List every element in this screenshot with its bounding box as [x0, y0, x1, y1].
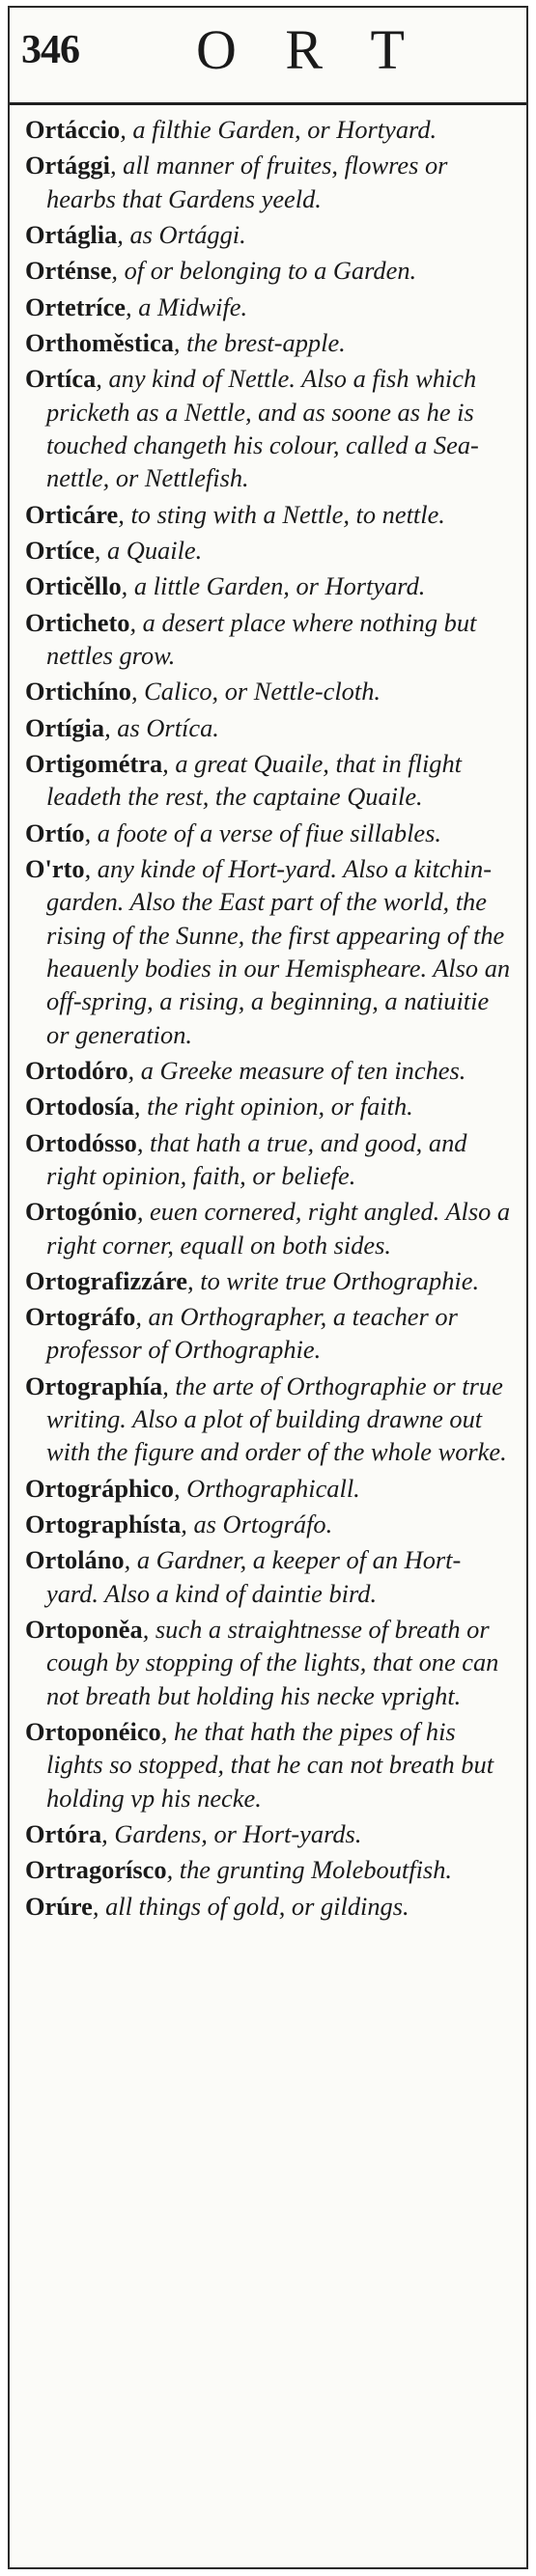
dictionary-entry: Ortodosía, the right opinion, or faith.: [25, 1092, 413, 1122]
headword: Ortóra: [25, 1819, 102, 1849]
definition: euen cornered, right angled. Also a right corner, equall on both sides.: [46, 1197, 511, 1260]
headword: Ortoponěa: [25, 1615, 143, 1645]
headword: Ortográphico: [25, 1473, 174, 1503]
dictionary-entry: Orticáre, to sting with a Nettle, to nettle.: [25, 499, 445, 529]
definition: the right opinion, or faith.: [147, 1092, 413, 1122]
headword: Ortáccio: [25, 115, 121, 144]
headword: Ortío: [25, 817, 85, 847]
definition: to write true Orthographie.: [200, 1265, 480, 1295]
dictionary-entry: Ortóra, Gardens, or Hort-yards.: [25, 1819, 362, 1849]
headword: Ortetríce: [25, 291, 127, 321]
definition: a Midwife.: [138, 291, 248, 321]
headword: O'rto: [25, 853, 85, 883]
headword: Ortogónio: [25, 1197, 137, 1227]
headword: Ortodósso: [25, 1127, 137, 1157]
definition: the grunting Moleboutfish.: [179, 1855, 452, 1885]
definition: a filthie Garden, or Hortyard.: [132, 115, 437, 144]
dictionary-entry: Ortogónio, euen cornered, right angled. Also a right corner, equall on both sides.: [25, 1197, 511, 1260]
dictionary-entry: Ortragorísco, the grunting Moleboutfish.: [25, 1855, 452, 1885]
dictionary-entry: Orténse, of or belonging to a Garden.: [25, 256, 417, 286]
headword: Ortíce: [25, 535, 95, 565]
definition: the arte of Orthographie or true writing. Also a plot of building drawne out with the figure and order of the whole worke.: [46, 1371, 507, 1467]
entry-list: [10, 105, 526, 1923]
definition: as Ortággi.: [129, 219, 246, 249]
definition: all things of gold, or gildings.: [105, 1891, 409, 1921]
definition: a great Quaile, that in flight leadeth the rest, the captaine Quaile.: [46, 748, 462, 812]
dictionary-entry: Orthoměstica, the brest-apple.: [25, 327, 346, 357]
definition: a desert place where nothing but nettles grow.: [46, 607, 477, 670]
definition: a Gardner, a keeper of an Hort-yard. Also a kind of daintie bird.: [46, 1545, 462, 1608]
headword: Orticheto: [25, 607, 130, 637]
headword: Ortodóro: [25, 1055, 128, 1085]
definition: a Greeke measure of ten inches.: [140, 1055, 466, 1085]
definition: he that hath the pipes of his lights so stopped, that he can not breath but holding vp his necke.: [46, 1717, 494, 1813]
dictionary-entry: Ortodósso, that hath a true, and good, and right opinion, faith, or beliefe.: [25, 1127, 467, 1190]
dictionary-entry: O'rto, any kinde of Hort-yard. Also a kitchin-garden. Also the East part of the world, the rising of the Sunne, the first appearing of the heauenly bodies in our Hemispheare. Also an off-spring, a rising, a beginning, a natiuitie or generation.: [25, 853, 511, 1049]
dictionary-entry: Ortáglia, as Ortággi.: [25, 219, 246, 249]
headword: Orténse: [25, 256, 112, 286]
definition: a foote of a verse of fiue sillables.: [97, 817, 441, 847]
dictionary-entry: Ortáccio, a filthie Garden, or Hortyard.: [25, 115, 437, 144]
headword: Ortragorísco: [25, 1855, 167, 1885]
headword: Ortigométra: [25, 748, 163, 778]
headword: Ortographía: [25, 1371, 163, 1400]
dictionary-entry: Ortígia, as Ortíca.: [25, 712, 219, 742]
dictionary-entry: Ortografizzáre, to write true Orthographie.: [25, 1265, 480, 1295]
definition: all manner of fruites, flowres or hearbs that Gardens yeeld.: [46, 151, 448, 213]
headword: Ortichíno: [25, 677, 131, 706]
headword: Ortággi: [25, 151, 110, 180]
dictionary-entry: Ortíca, any kind of Nettle. Also a fish which pricketh as a Nettle, and as soone as he is touched changeth his colour, called a Sea-nettle, or Nettlefish.: [25, 364, 479, 493]
dictionary-entry: Ortío, a foote of a verse of fiue sillables.: [25, 817, 441, 847]
headword: Orthoměstica: [25, 327, 174, 357]
headword: Ortographísta: [25, 1510, 182, 1539]
headword: Ortoláno: [25, 1545, 125, 1575]
page-header: [10, 8, 526, 105]
dictionary-entry: Orúre, all things of gold, or gildings.: [25, 1891, 409, 1921]
dictionary-entry: Ortoponěa, such a straightnesse of breath or cough by stopping of the lights, that one can not breath but holding his necke vpright.: [25, 1615, 499, 1710]
dictionary-entry: Ortográfo, an Orthographer, a teacher or professor of Orthographie.: [25, 1302, 458, 1365]
dictionary-entry: Orticheto, a desert place where nothing but nettles grow.: [25, 607, 477, 670]
headword: Ortodosía: [25, 1092, 134, 1122]
definition: of or belonging to a Garden.: [124, 256, 417, 286]
definition: an Orthographer, a teacher or professor of Orthographie.: [46, 1302, 458, 1365]
definition: as Ortográfo.: [193, 1510, 333, 1539]
definition: that hath a true, and good, and right opinion, faith, or beliefe.: [46, 1127, 467, 1190]
dictionary-entry: Ortoponéico, he that hath the pipes of his lights so stopped, that he can not breath but holding vp his necke.: [25, 1717, 494, 1813]
headword: Ortográfo: [25, 1302, 136, 1332]
dictionary-page: [8, 6, 528, 2569]
definition: to sting with a Nettle, to nettle.: [130, 499, 445, 529]
headword: Ortígia: [25, 712, 105, 742]
definition: Orthographicall.: [186, 1473, 360, 1503]
definition: a Quaile.: [107, 535, 203, 565]
definition: a little Garden, or Hortyard.: [133, 571, 426, 601]
dictionary-entry: Ortíce, a Quaile.: [25, 535, 203, 565]
definition: such a straightnesse of breath or cough by stopping of the lights, that one can not breath but holding his necke vpright.: [46, 1615, 499, 1710]
definition: any kinde of Hort-yard. Also a kitchin-garden. Also the East part of the world, the rising of the Sunne, the first appearing of the heauenly bodies in our Hemispheare. Also an off-spring, a rising, a beginning, a natiuitie or generation.: [46, 853, 511, 1049]
dictionary-entry: Ortographísta, as Ortográfo.: [25, 1510, 333, 1539]
headword: Ortoponéico: [25, 1717, 161, 1747]
dictionary-entry: Ortetríce, a Midwife.: [25, 291, 248, 321]
running-head: O R T: [196, 18, 422, 81]
dictionary-entry: Ortodóro, a Greeke measure of ten inches.: [25, 1055, 466, 1085]
dictionary-entry: Orticěllo, a little Garden, or Hortyard.: [25, 571, 426, 601]
page-number: 346: [21, 28, 79, 72]
headword: Ortografizzáre: [25, 1265, 188, 1295]
headword: Ortáglia: [25, 219, 118, 249]
dictionary-entry: Ortággi, all manner of fruites, flowres or hearbs that Gardens yeeld.: [25, 151, 448, 213]
definition: any kind of Nettle. Also a fish which pricketh as a Nettle, and as soone as he is touched changeth his colour, called a Sea-nettle, or Nettlefish.: [46, 364, 479, 493]
definition: Calico, or Nettle-cloth.: [144, 677, 381, 706]
definition: the brest-apple.: [186, 327, 346, 357]
headword: Orticěllo: [25, 571, 122, 601]
dictionary-entry: Ortoláno, a Gardner, a keeper of an Hort-yard. Also a kind of daintie bird.: [25, 1545, 462, 1608]
dictionary-entry: Ortographía, the arte of Orthographie or true writing. Also a plot of building drawne out with the figure and order of the whole worke.: [25, 1371, 507, 1467]
headword: Orúre: [25, 1891, 93, 1921]
definition: Gardens, or Hort-yards.: [114, 1819, 362, 1849]
dictionary-entry: Ortográphico, Orthographicall.: [25, 1473, 360, 1503]
dictionary-entry: Ortigométra, a great Quaile, that in flight leadeth the rest, the captaine Quaile.: [25, 748, 462, 812]
definition: as Ortíca.: [117, 712, 219, 742]
headword: Ortíca: [25, 364, 97, 394]
dictionary-entry: Ortichíno, Calico, or Nettle-cloth.: [25, 677, 381, 706]
headword: Orticáre: [25, 499, 119, 529]
